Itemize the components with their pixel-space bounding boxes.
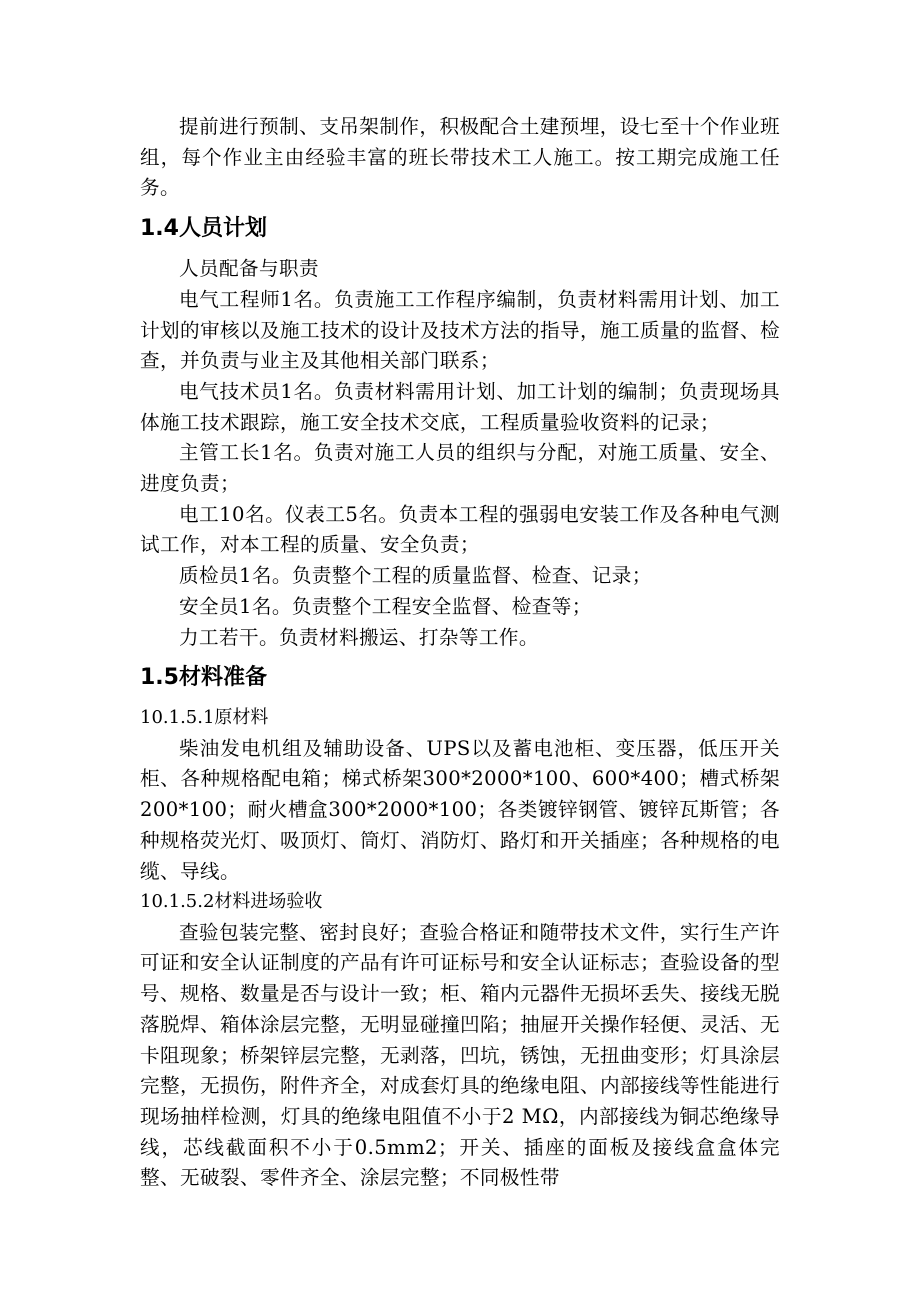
- section-heading-material-preparation: 1.5材料准备: [140, 665, 267, 691]
- personnel-subtitle: 人员配备与职责: [179, 257, 319, 281]
- personnel-laborers: 力工若干。负责材料搬运、打杂等工作。: [179, 625, 539, 649]
- personnel-electrical-technician: 电气技术员1名。负责材料需用计划、加工计划的编制；负责现场具体施工技术跟踪，施工安全技术交底，工程质量验收资料的记录；: [140, 379, 780, 434]
- material-acceptance-paragraph: 查验包装完整、密封良好；查验合格证和随带技术文件，实行生产许可证和安全认证制度的产品有许可证标号和安全认证标志；查验设备的型号、规格、数量是否与设计一致；柜、箱内元器件无损坏丢失、接线无脱落脱焊、箱体涂层完整，无明显碰撞凹陷；抽屉开关操作轻便、灵活、无卡阻现象；桥架锌层完整，无剥落，凹坑，锈蚀，无扭曲变形；灯具涂层完整，无损伤，附件齐全，对成套灯具的绝缘电阻、内部接线等性能进行现场抽样检测，灯具的绝缘电阻值不小于2 MΩ，内部接线为铜芯绝缘导线，芯线截面积不小于0.5mm2；开关、插座的面板及接线盒盒体完整、无破裂、零件齐全、涂层完整；不同极性带: [140, 920, 780, 1190]
- section-heading-personnel-plan: 1.4人员计划: [140, 216, 267, 242]
- personnel-foreman: 主管工长1名。负责对施工人员的组织与分配，对施工质量、安全、进度负责；: [140, 441, 780, 496]
- personnel-electrical-engineer: 电气工程师1名。负责施工工作程序编制，负责材料需用计划、加工计划的审核以及施工技术的设计及技术方法的指导，施工质量的监督、检查，并负责与业主及其他相关部门联系；: [140, 287, 780, 373]
- personnel-electricians: 电工10名。仪表工5名。负责本工程的强弱电安装工作及各种电气测试工作，对本工程的质量、安全负责；: [140, 502, 780, 557]
- intro-paragraph: 提前进行预制、支吊架制作，积极配合土建预埋，设七至十个作业班组，每个作业主由经验丰富的班长带技术工人施工。按工期完成施工任务。: [140, 115, 780, 200]
- subsection-raw-materials-title: 10.1.5.1原材料: [140, 707, 269, 729]
- raw-materials-paragraph: 柴油发电机组及辅助设备、UPS以及蓄电池柜、变压器，低压开关柜、各种规格配电箱；梯式桥架300*2000*100、600*400；槽式桥架200*100；耐火槽盒300*2000*100；各类镀锌钢管、镀锌瓦斯管；各种规格荧光灯、吸顶灯、筒灯、消防灯、路灯和开关插座；各种规格的电缆、导线。: [140, 736, 780, 883]
- document-page: [140, 112, 780, 1194]
- personnel-quality-inspector: 质检员1名。负责整个工程的质量监督、检查、记录；: [179, 564, 652, 588]
- subsection-material-acceptance-title: 10.1.5.2材料进场验收: [140, 891, 323, 913]
- personnel-safety-officer: 安全员1名。负责整个工程安全监督、检查等；: [179, 594, 592, 618]
